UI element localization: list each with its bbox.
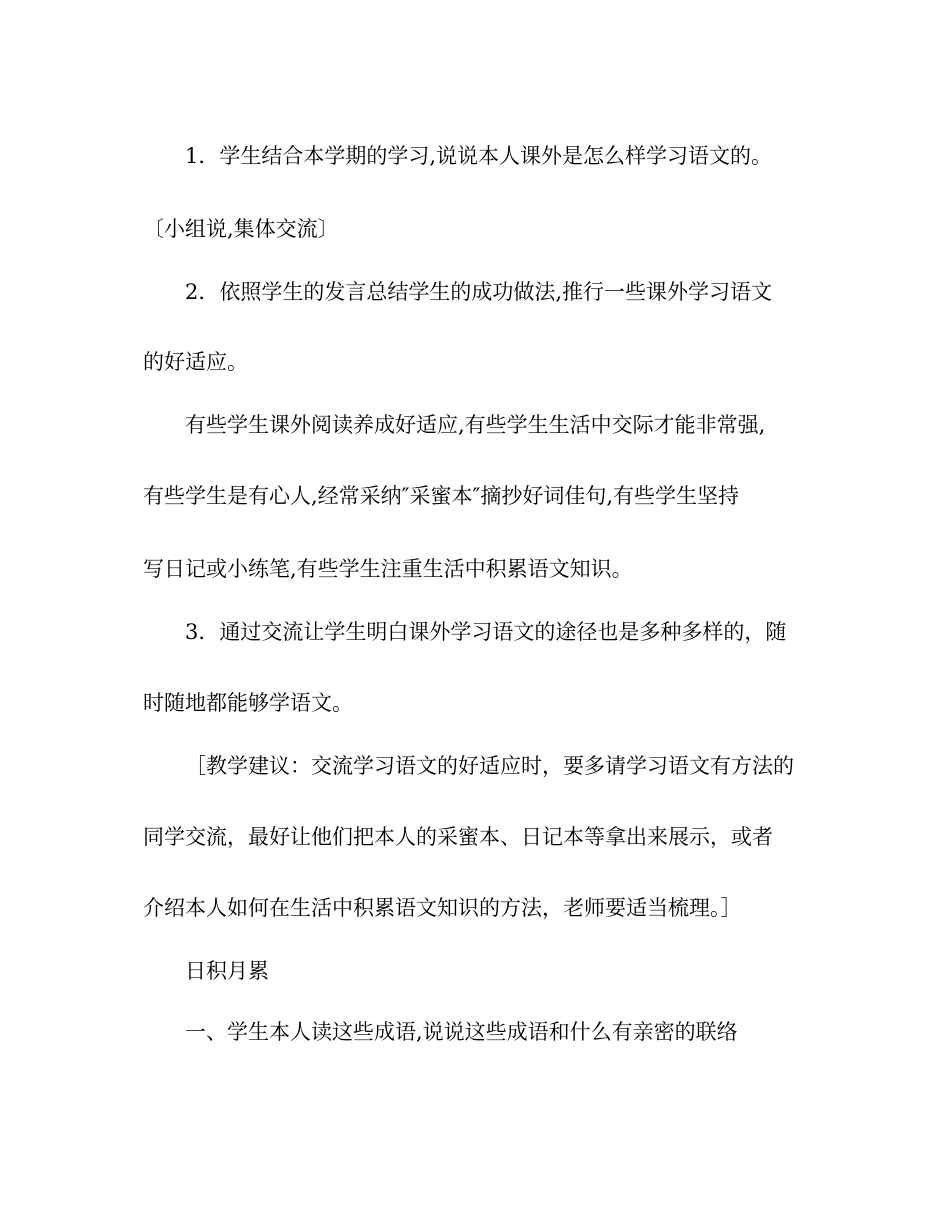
paragraph-line-11: 同学交流，最好让他们把本人的采蜜本、日记本等拿出来展示，或者 — [143, 825, 773, 849]
paragraph-line-3: 2．依照学生的发言总结学生的成功做法,推行一些课外学习语文 — [185, 280, 773, 304]
paragraph-line-9: 时随地都能够学语文。 — [143, 691, 353, 715]
paragraph-line-2: 〔小组说,集体交流〕 — [143, 217, 339, 241]
paragraph-line-12: 介绍本人如何在生活中积累语文知识的方法，老师要适当梳理。］ — [143, 896, 742, 920]
paragraph-line-10: ［教学建议：交流学习语文的好适应时，要多请学习语文有方法的 — [185, 754, 794, 778]
paragraph-line-1: 1．学生结合本学期的学习,说说本人课外是怎么样学习语文的。 — [185, 144, 773, 168]
paragraph-line-4: 的好适应。 — [143, 350, 248, 374]
paragraph-line-6: 有些学生是有心人,经常采纳″采蜜本″摘抄好词佳句,有些学生坚持 — [143, 484, 740, 508]
paragraph-line-5: 有些学生课外阅读养成好适应,有些学生生活中交际才能非常强, — [185, 413, 766, 437]
paragraph-line-8: 3．通过交流让学生明白课外学习语文的途径也是多种多样的，随 — [185, 620, 787, 644]
paragraph-line-7: 写日记或小练笔,有些学生注重生活中积累语文知识。 — [143, 557, 633, 581]
paragraph-line-14: 一、学生本人读这些成语,说说这些成语和什么有亲密的联络 — [185, 1020, 738, 1044]
section-heading: 日积月累 — [185, 959, 269, 983]
